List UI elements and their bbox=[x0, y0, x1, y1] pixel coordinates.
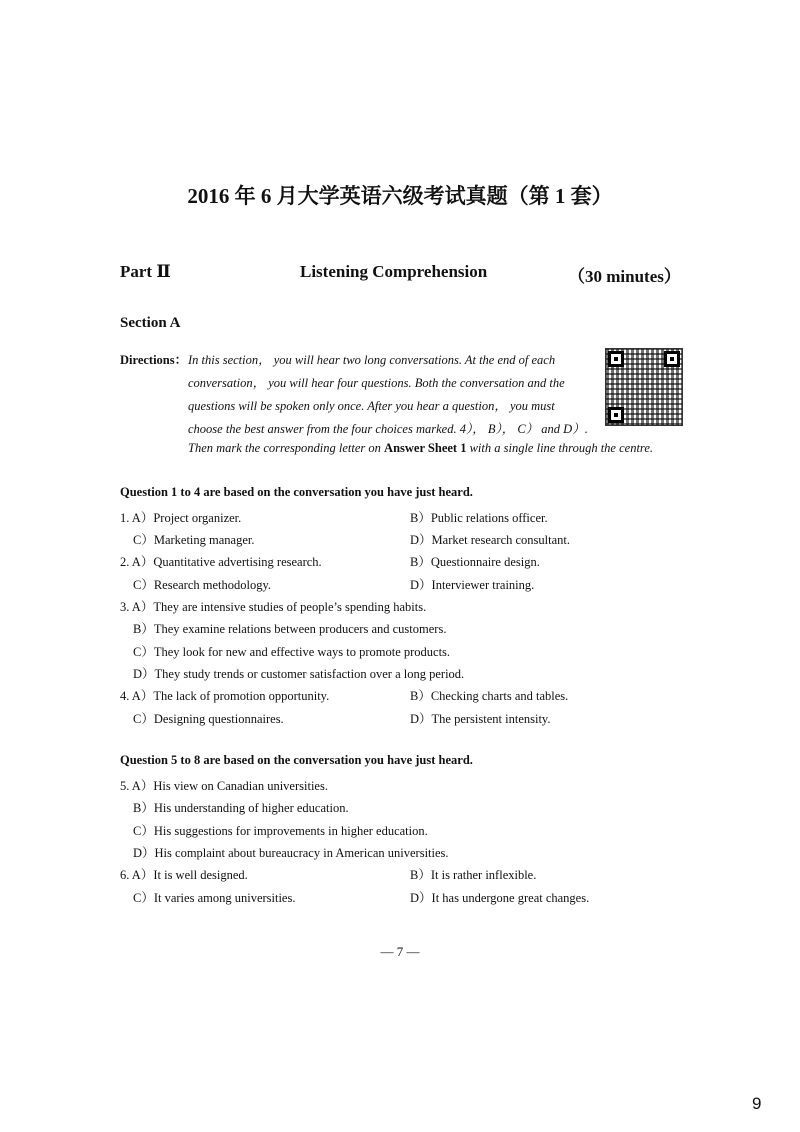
q6-option-a: 6. A）It is well designed. bbox=[120, 868, 248, 882]
directions-line-2: conversation， you will hear four questions. Both the conversation and the bbox=[188, 376, 565, 390]
question-group-1-heading: Question 1 to 4 are based on the conversation you have just heard. bbox=[120, 485, 473, 499]
q4-option-c: C）Designing questionnaires. bbox=[133, 712, 284, 726]
q3-option-c: C）They look for new and effective ways to promote products. bbox=[133, 645, 451, 659]
q3-option-b: B）They examine relations between producers and customers. bbox=[133, 622, 447, 636]
q6-option-d: D）It has undergone great changes. bbox=[410, 891, 590, 905]
part-name: Listening Comprehension bbox=[300, 262, 488, 281]
pdf-page-index: 9 bbox=[752, 1094, 762, 1113]
question-group-2-heading: Question 5 to 8 are based on the conversation you have just heard. bbox=[120, 753, 473, 767]
q4-option-b: B）Checking charts and tables. bbox=[410, 689, 569, 703]
q1-option-c: C）Marketing manager. bbox=[133, 533, 255, 547]
q6-option-c: C）It varies among universities. bbox=[133, 891, 296, 905]
section-heading: Section A bbox=[120, 315, 181, 331]
q4-option-d: D）The persistent intensity. bbox=[410, 712, 551, 726]
q5-option-d: D）His complaint about bureaucracy in American universities. bbox=[133, 846, 449, 860]
q4-option-a: 4. A）The lack of promotion opportunity. bbox=[120, 689, 330, 703]
q3-option-a: 3. A）They are intensive studies of people’s spending habits. bbox=[120, 600, 427, 614]
part-time: （30 minutes） bbox=[568, 267, 681, 286]
q3-option-d: D）They study trends or customer satisfaction over a long period. bbox=[133, 667, 465, 681]
q2-option-b: B）Questionnaire design. bbox=[410, 555, 540, 569]
q5-option-a: 5. A）His view on Canadian universities. bbox=[120, 779, 328, 793]
directions-label: Directions： bbox=[120, 353, 188, 367]
exam-title: 2016 年 6 月大学英语六级考试真题（第 1 套） bbox=[187, 184, 613, 208]
directions-line-4: choose the best answer from the four choices marked. 4）， B）， C） and D）. bbox=[188, 422, 588, 436]
page-number: — 7 — bbox=[380, 944, 420, 959]
q2-option-c: C）Research methodology. bbox=[133, 578, 272, 592]
q1-option-d: D）Market research consultant. bbox=[410, 533, 571, 547]
qr-code-icon bbox=[605, 348, 683, 426]
q1-option-a: 1. A）Project organizer. bbox=[120, 511, 242, 525]
q2-option-d: D）Interviewer training. bbox=[410, 578, 535, 592]
directions-line-1: In this section， you will hear two long conversations. At the end of each bbox=[188, 353, 556, 367]
q5-option-c: C）His suggestions for improvements in higher education. bbox=[133, 824, 428, 838]
q2-option-a: 2. A）Quantitative advertising research. bbox=[120, 555, 322, 569]
q6-option-b: B）It is rather inflexible. bbox=[410, 868, 537, 882]
directions-line-3: questions will be spoken only once. After you hear a question， you must bbox=[188, 399, 555, 413]
answer-sheet-label: Answer Sheet 1 bbox=[384, 441, 467, 455]
q1-option-b: B）Public relations officer. bbox=[410, 511, 548, 525]
part-label: Part Ⅱ bbox=[120, 262, 171, 281]
directions-line-5: Then mark the corresponding letter on Answer Sheet 1 with a single line through the centre. bbox=[188, 441, 654, 455]
q5-option-b: B）His understanding of higher education. bbox=[133, 801, 349, 815]
